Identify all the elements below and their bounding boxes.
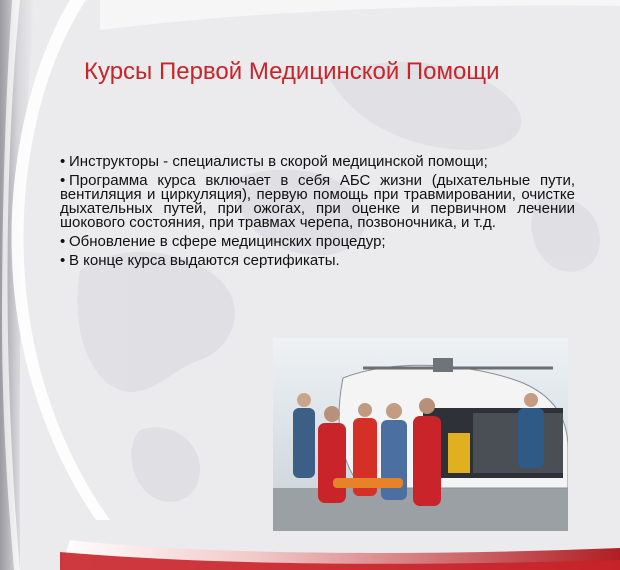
bullet-text: Обновление в сфере медицинских процедур; xyxy=(69,233,386,250)
bullet-text: Инструкторы - специалисты в скорой медицинской помощи; xyxy=(69,153,488,170)
bullet-item xyxy=(60,235,575,249)
slide-title: Курсы Первой Медицинской Помощи xyxy=(84,58,500,85)
bullet-text: В конце курса выдаются сертификаты. xyxy=(69,252,340,269)
bullet-marker: • xyxy=(60,233,66,250)
medical-helicopter-photo xyxy=(273,338,568,531)
bullet-item xyxy=(60,254,575,268)
bullet-item xyxy=(60,174,575,230)
bullet-item xyxy=(60,155,575,169)
bullet-list xyxy=(60,155,575,273)
bullet-marker: • xyxy=(60,153,66,170)
bullet-marker: • xyxy=(60,252,66,269)
bullet-marker: • xyxy=(60,172,66,189)
bullet-text: Программа курса включает в себя АБС жизни (дыхательные пути, вентиляция и циркуляция), первую помощь при травмировании, очистке дыхательных путей, при ожогах, при оценке и первичном лечении шокового состояния, при травмах черепа, позвоночника, и т.д. xyxy=(60,172,575,231)
